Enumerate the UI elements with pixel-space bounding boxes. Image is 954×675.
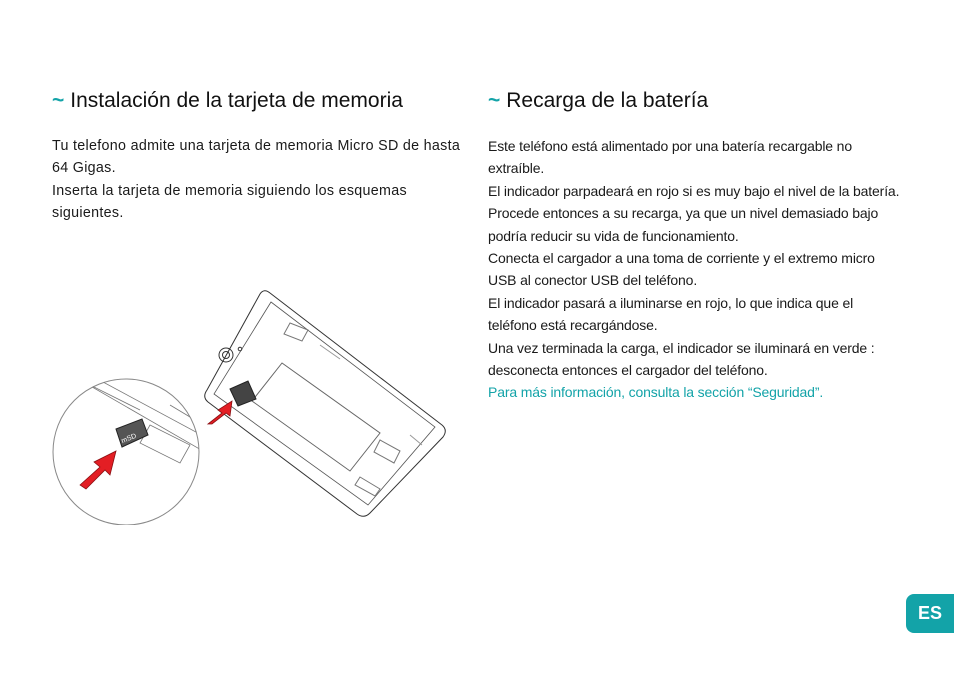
- memory-card-title: Instalación de la tarjeta de memoria: [70, 89, 403, 112]
- paragraph: Este teléfono está alimentado por una batería recargable no extraíble.: [488, 138, 852, 177]
- paragraph: El indicador pasará a iluminarse en rojo, lo que indica que el teléfono está recargándose.: [488, 294, 854, 334]
- safety-note: Para más información, consulta la sección “Seguridad”.: [488, 384, 824, 401]
- battery-body: [488, 135, 902, 404]
- battery-title: Recarga de la batería: [506, 89, 709, 112]
- battery-heading: [488, 88, 902, 114]
- paragraph: Una vez terminada la carga, el indicador se iluminará en verde : desconecta entonces el cargador del teléfono.: [488, 339, 875, 379]
- heading-tilde: ~: [52, 89, 65, 112]
- card-label: mSD: [120, 432, 138, 446]
- memory-card-illustration: [50, 285, 450, 525]
- paragraph: El indicador parpadeará en rojo si es muy bajo el nivel de la batería. Procede entonces a su recarga, ya que un nivel demasiado bajo podría reducir su vida de funcionamiento.: [488, 182, 900, 244]
- memory-card-section: [52, 88, 464, 225]
- zoom-detail: [53, 375, 220, 525]
- heading-tilde: ~: [488, 89, 501, 112]
- paragraph: Inserta la tarjeta de memoria siguiendo los esquemas siguientes.: [52, 182, 407, 222]
- memory-card-body: [52, 135, 464, 225]
- battery-section: [488, 88, 902, 404]
- memory-card-heading: [52, 88, 464, 114]
- paragraph: Tu telefono admite una tarjeta de memoria Micro SD de hasta 64 Gigas.: [52, 138, 461, 177]
- language-tab: ES: [906, 594, 954, 633]
- paragraph: Conecta el cargador a una toma de corriente y el extremo micro USB al conector USB del teléfono.: [488, 250, 875, 289]
